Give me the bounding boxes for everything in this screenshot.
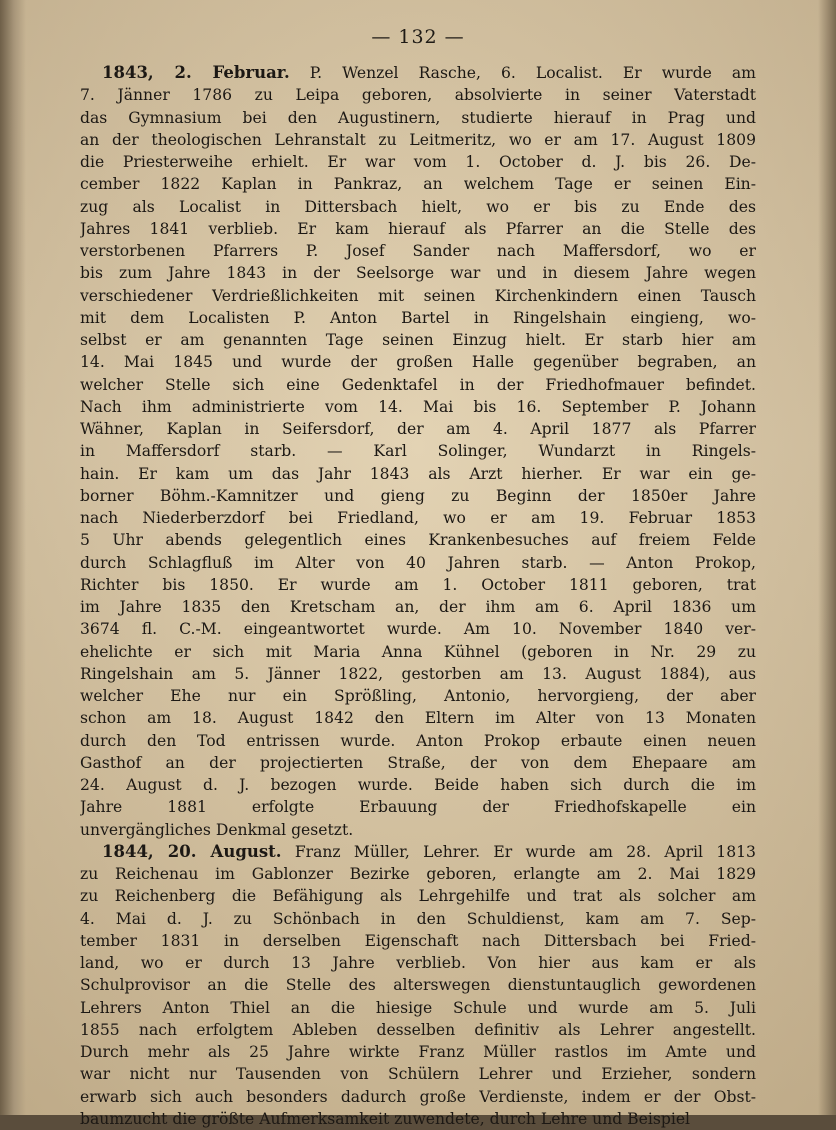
text-line: das Gymnasium bei den Augustinern, studierte hierauf in Prag und — [80, 108, 756, 127]
entry-1843-rasche — [80, 62, 756, 841]
text-line: cember 1822 Kaplan in Pankraz, an welchem Tage er seinen Ein- — [80, 175, 756, 194]
text-line: zu Reichenau im Gablonzer Bezirke geboren, erlangte am 2. Mai 1829 — [80, 865, 756, 883]
text-line: durch Schlagfluß im Alter von 40 Jahren starb. — Anton Prokop, — [80, 553, 756, 572]
text-line: Schulprovisor an die Stelle des alterswegen dienstuntauglich gewordenen — [80, 976, 756, 995]
text-line: Lehrers Anton Thiel an die hiesige Schule und wurde am 5. Juli — [80, 998, 756, 1017]
text-line: bis zum Jahre 1843 in der Seelsorge war und in diesem Jahre wegen — [80, 264, 756, 283]
text-line: im Jahre 1835 den Kretscham an, der ihm am 6. April 1836 um — [80, 598, 756, 616]
text-line: land, wo er durch 13 Jahre verblieb. Von hier aus kam er als — [80, 954, 756, 972]
text-line: ehelichte er sich mit Maria Anna Kühnel (geboren in Nr. 29 zu — [80, 642, 756, 661]
text-line: 24. August d. J. bezogen wurde. Beide haben sich durch die im — [80, 776, 756, 794]
text-line: war nicht nur Tausenden von Schülern Lehrer und Erzieher, sondern — [80, 1065, 756, 1084]
page-shadow-right — [818, 0, 836, 1115]
text-line: erwarb sich auch besonders dadurch große Verdienste, indem er der Obst- — [80, 1087, 756, 1106]
line-text: P. Wenzel Rasche, 6. Localist. Er wurde am — [309, 64, 756, 82]
text-line — [80, 841, 756, 863]
text-line: Wähner, Kaplan in Seifersdorf, der am 4. April 1877 als Pfarrer — [80, 420, 756, 438]
text-line: Ringelshain am 5. Jänner 1822, gestorben am 13. August 1884), aus — [80, 664, 756, 683]
text-line: Gasthof an der projectierten Straße, der von dem Ehepaare am — [80, 753, 756, 772]
text-line: unvergängliches Denkmal gesetzt. — [80, 820, 354, 839]
text-line: Durch mehr als 25 Jahre wirkte Franz Müller rastlos im Amte und — [80, 1043, 756, 1061]
text-line: 7. Jänner 1786 zu Leipa geboren, absolvierte in seiner Vaterstadt — [80, 86, 756, 105]
page-number: — 132 — — [371, 26, 465, 48]
text-line: die Priesterweihe erhielt. Er war vom 1. October d. J. bis 26. De- — [80, 153, 756, 171]
text-line: schon am 18. August 1842 den Eltern im Alter von 13 Monaten — [80, 709, 756, 728]
text-line: durch den Tod entrissen wurde. Anton Prokop erbaute einen neuen — [80, 731, 756, 750]
text-line: mit dem Localisten P. Anton Bartel in Ringelshain eingieng, wo- — [80, 308, 756, 327]
text-line: Nach ihm administrierte vom 14. Mai bis 16. September P. Johann — [80, 397, 756, 416]
text-line: an der theologischen Lehranstalt zu Leitmeritz, wo er am 17. August 1809 — [80, 130, 756, 149]
text-line: Jahres 1841 verblieb. Er kam hierauf als Pfarrer an die Stelle des — [80, 219, 756, 238]
text-line: 14. Mai 1845 und wurde der großen Halle gegenüber begraben, an — [80, 353, 756, 372]
text-line: 4. Mai d. J. zu Schönbach in den Schuldienst, kam am 7. Sep- — [80, 909, 756, 928]
line-text: Franz Müller, Lehrer. Er wurde am 28. April 1813 — [294, 842, 756, 861]
text-line: 1855 nach erfolgtem Ableben desselben definitiv als Lehrer angestellt. — [80, 1020, 756, 1039]
chronicle-text — [80, 62, 756, 1130]
text-line — [80, 62, 756, 84]
text-line: 3674 fl. C.-M. eingeantwortet wurde. Am 10. November 1840 ver- — [80, 620, 756, 639]
text-line: zu Reichenberg die Befähigung als Lehrgehilfe und trat als solcher am — [80, 887, 756, 906]
text-line: welcher Ehe nur ein Sprößling, Antonio, hervorgieng, der aber — [80, 687, 756, 705]
page-shadow-left — [0, 0, 26, 1115]
entry-date: 1843, 2. Februar. — [102, 63, 290, 82]
text-line: 5 Uhr abends gelegentlich eines Krankenbesuches auf freiem Felde — [80, 531, 756, 550]
text-line: tember 1831 in derselben Eigenschaft nach Dittersbach bei Fried- — [80, 931, 756, 950]
text-line: Richter bis 1850. Er wurde am 1. October 1811 geboren, trat — [80, 575, 756, 594]
text-line: Jahre 1881 erfolgte Erbauung der Friedhofskapelle ein — [80, 798, 756, 817]
text-line: verschiedener Verdrießlichkeiten mit seinen Kirchenkindern einen Tausch — [80, 286, 756, 305]
entry-date: 1844, 20. August. — [102, 841, 282, 861]
text-line: borner Böhm.-Kamnitzer und gieng zu Beginn der 1850er Jahre — [80, 486, 756, 505]
entry-1844-mueller — [80, 841, 756, 1130]
text-line: baumzucht die größte Aufmerksamkeit zuwendete, durch Lehre und Beispiel — [80, 1109, 691, 1128]
text-line: zug als Localist in Dittersbach hielt, wo er bis zu Ende des — [80, 197, 756, 216]
text-line: in Maffersdorf starb. — Karl Solinger, Wundarzt in Ringels- — [80, 442, 756, 461]
text-line: hain. Er kam um das Jahr 1843 als Arzt hierher. Er war ein ge- — [80, 464, 756, 483]
text-line: nach Niederberzdorf bei Friedland, wo er am 19. Februar 1853 — [80, 509, 756, 527]
text-line: verstorbenen Pfarrers P. Josef Sander nach Maffersdorf, wo er — [80, 242, 756, 260]
text-line: welcher Stelle sich eine Gedenktafel in der Friedhofmauer befindet. — [80, 375, 756, 394]
text-line: selbst er am genannten Tage seinen Einzug hielt. Er starb hier am — [80, 331, 756, 349]
